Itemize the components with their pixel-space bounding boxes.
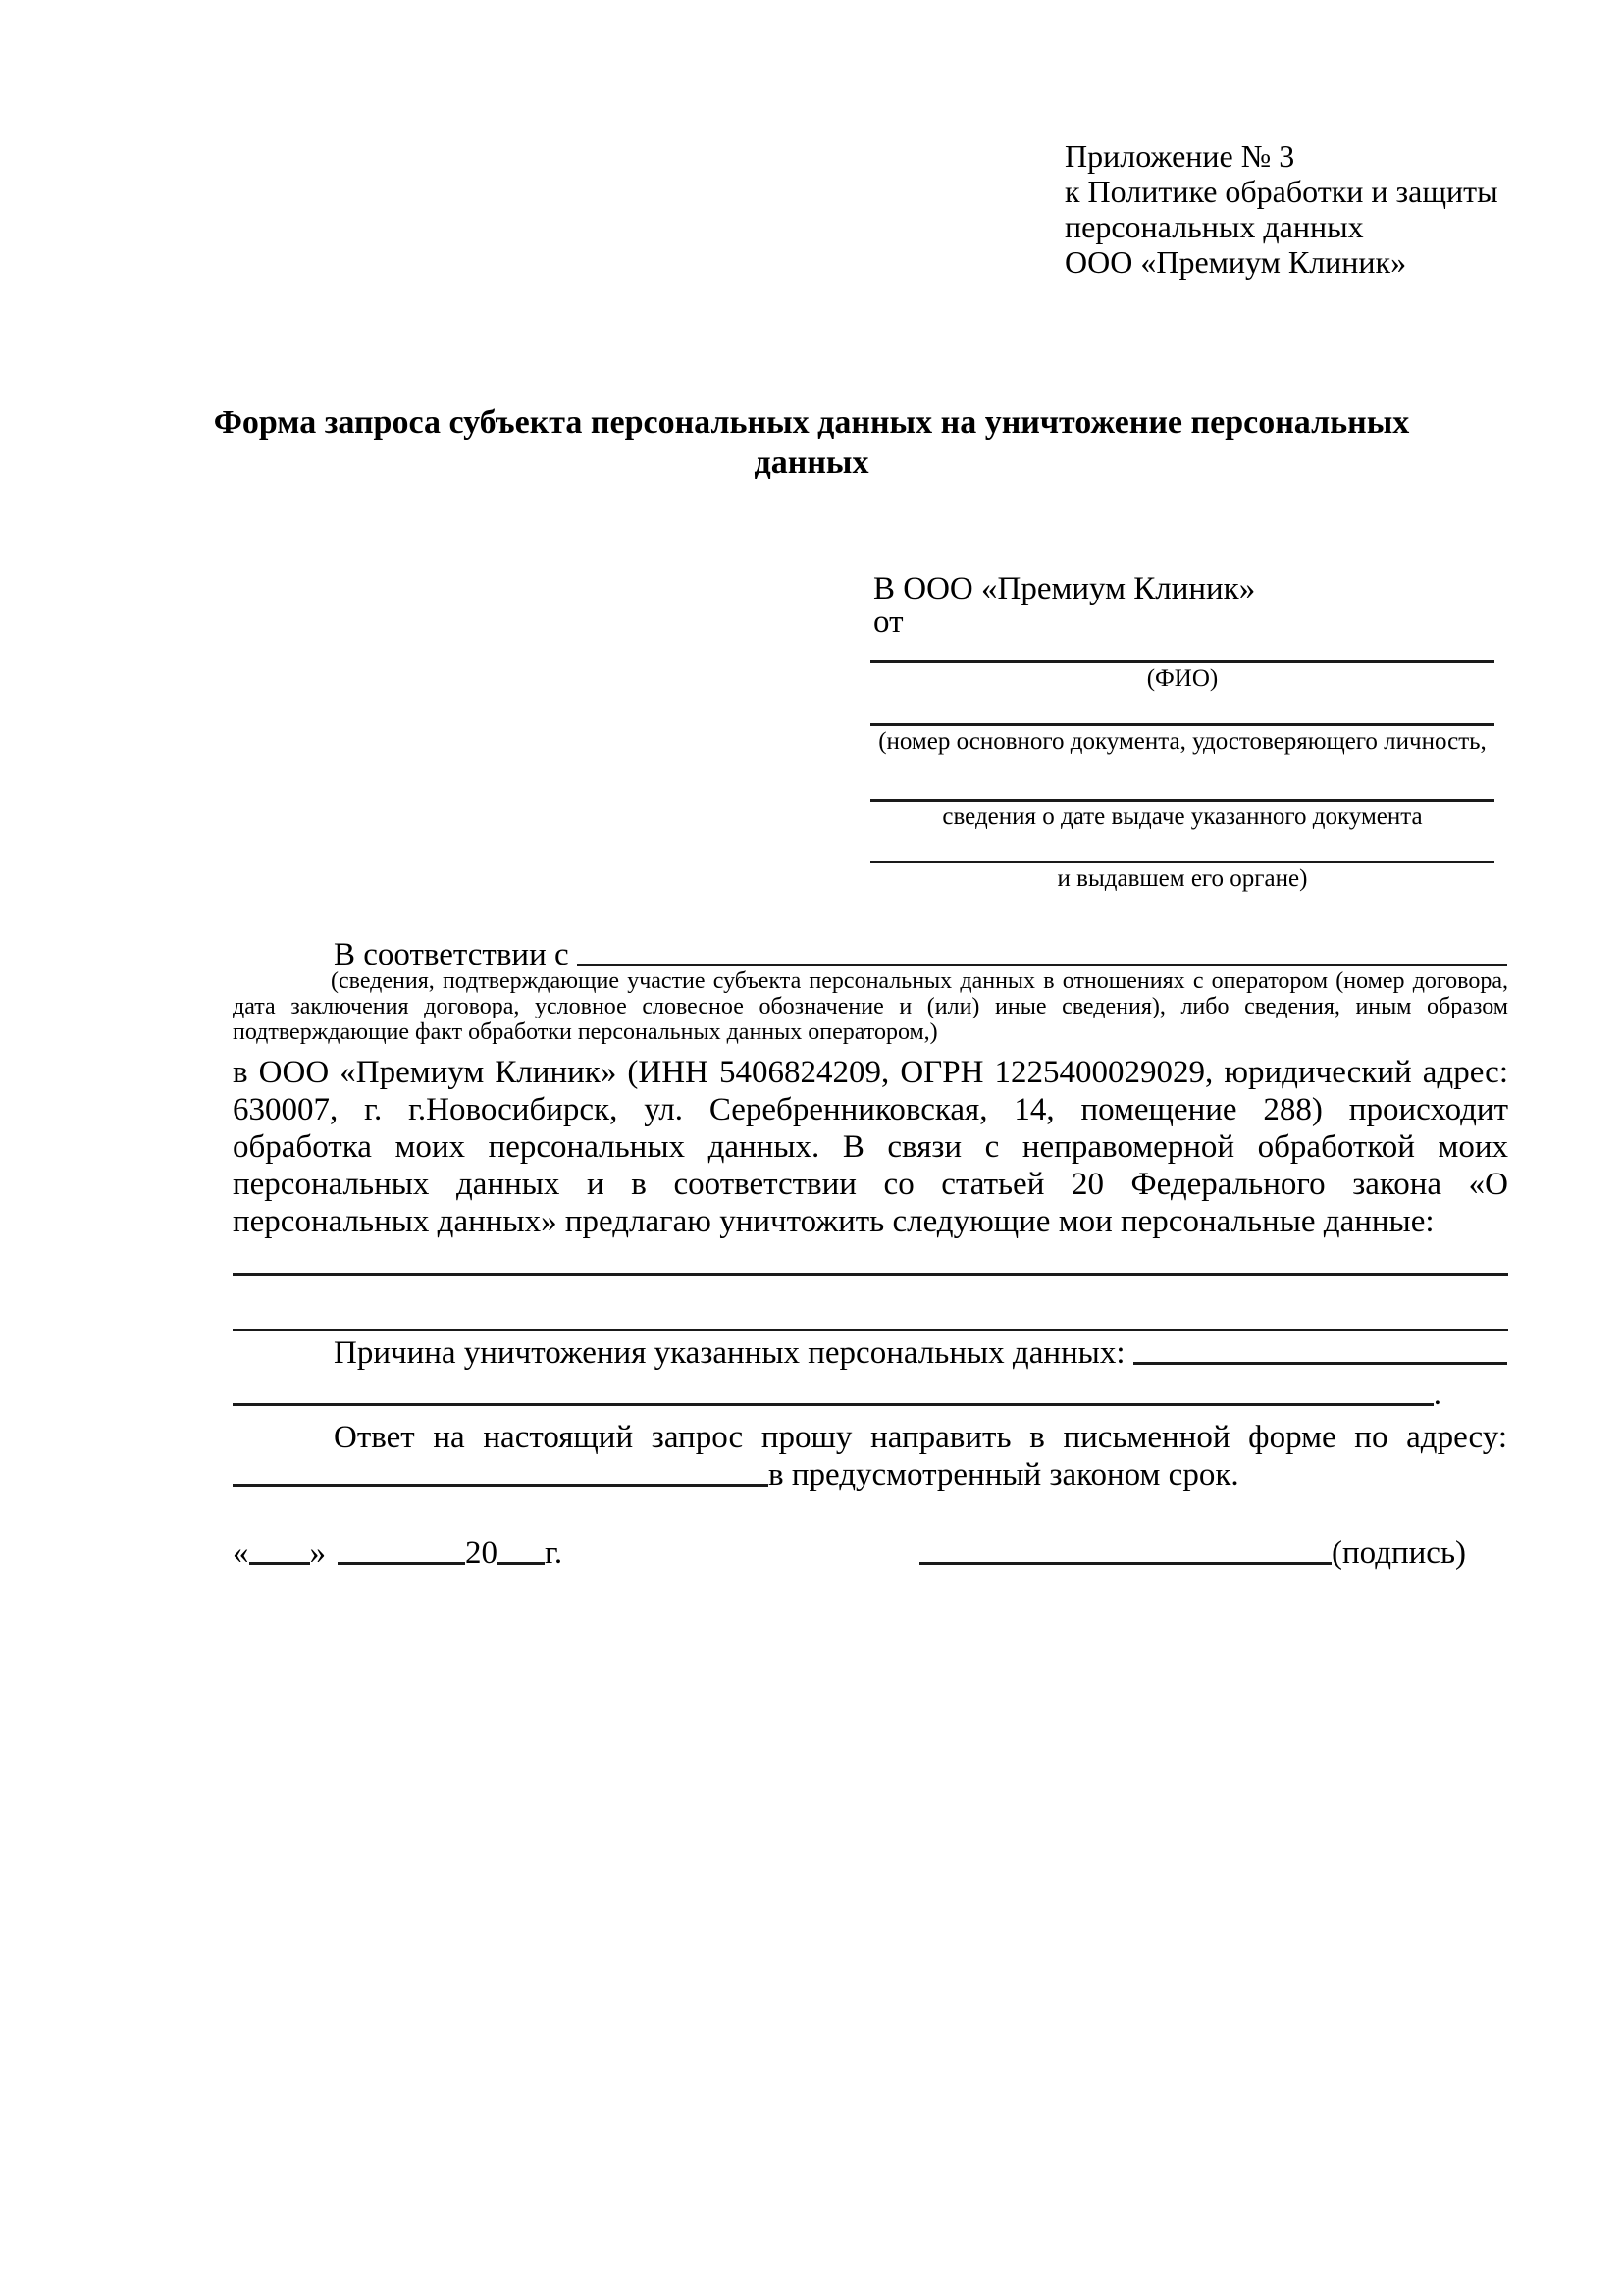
accordance-label: В соответствии с — [334, 937, 577, 972]
signature-caption: (подпись) — [1332, 1536, 1466, 1571]
issue-date-caption: сведения о дате выдаче указанного документа — [942, 804, 1423, 830]
response-address-row — [233, 1454, 1508, 1493]
accordance-row — [334, 934, 1507, 973]
response-request-line: Ответ на настоящий запрос прошу направить в письменной форме по адресу: — [334, 1420, 1507, 1455]
day-fill-in-line — [249, 1562, 310, 1565]
issue-date-field — [870, 799, 1494, 830]
reason-row — [334, 1332, 1507, 1372]
fio-caption: (ФИО) — [1146, 665, 1219, 692]
issuing-authority-field — [870, 861, 1494, 892]
issue-date-fill-in-line — [870, 799, 1494, 802]
month-fill-in-line — [338, 1562, 465, 1565]
signature-field — [919, 1535, 1466, 1572]
year-fill-in-line — [497, 1562, 545, 1565]
signature-fill-in-line — [919, 1562, 1332, 1565]
document-number-fill-in-line — [870, 723, 1494, 726]
appendix-note-line-4: ООО «Премиум Клиник» — [1065, 244, 1407, 280]
sentence-period: . — [1433, 1377, 1441, 1412]
appendix-note — [1065, 138, 1498, 280]
accordance-footnote: (сведения, подтверждающие участие субъекта персональных данных в отношениях с оператором (номер договора, дата заключения договора, условное словесное обозначение и (или) иные сведения), либо сведения, иным образом подтверждающие факт обработки персональных данных оператором,) — [233, 968, 1508, 1045]
addressee-organization: В ООО «Премиум Клиник» — [873, 571, 1256, 606]
year-prefix: 20 — [465, 1536, 497, 1571]
appendix-note-line-1: Приложение № 3 — [1065, 138, 1295, 174]
response-tail: в предусмотренный законом срок. — [768, 1457, 1239, 1492]
date-close-quote: » — [309, 1536, 326, 1571]
issuing-authority-fill-in-line — [870, 861, 1494, 863]
document-number-caption: (номер основного документа, удостоверяющего личность, — [878, 728, 1487, 755]
fio-fill-in-line — [870, 660, 1494, 663]
document-number-field — [870, 723, 1494, 755]
addressee-block — [873, 572, 1255, 639]
address-fill-in-line — [233, 1484, 768, 1487]
document-title: Форма запроса субъекта персональных данных на уничтожение персональных данных — [213, 404, 1410, 481]
appendix-note-line-2: к Политике обработки и защиты — [1065, 174, 1498, 209]
reason-fill-in-line — [1133, 1362, 1507, 1365]
addressee-from-label: от — [873, 604, 904, 640]
date-signature-row — [233, 1533, 1466, 1572]
date-field — [233, 1535, 562, 1572]
issuing-authority-caption: и выдавшем его органе) — [1057, 865, 1308, 892]
data-list-fill-in-line-1 — [233, 1273, 1508, 1276]
reason-fill-in-line-2 — [233, 1403, 1434, 1406]
body-paragraph: в ООО «Премиум Клиник» (ИНН 5406824209, ОГРН 1225400029029, юридический адрес: 630007, г. г.Новосибирск, ул. Серебренниковская, 14, помещение 288) происходит обработка моих персональных данных. В связи с неправомерной обработкой моих персональных данных и в соответствии со статьей 20 Федерального закона «О персональных данных» предлагаю уничтожить следующие мои персональные данные: — [233, 1055, 1508, 1239]
reason-continuation-row — [233, 1374, 1441, 1413]
data-list-fill-in-line-2 — [233, 1329, 1508, 1331]
year-suffix: г. — [545, 1536, 563, 1571]
accordance-fill-in-line — [577, 964, 1507, 966]
date-open-quote: « — [233, 1536, 249, 1571]
fio-field — [870, 660, 1494, 692]
appendix-note-line-3: персональных данных — [1065, 209, 1364, 244]
reason-label: Причина уничтожения указанных персональных данных: — [334, 1335, 1133, 1371]
